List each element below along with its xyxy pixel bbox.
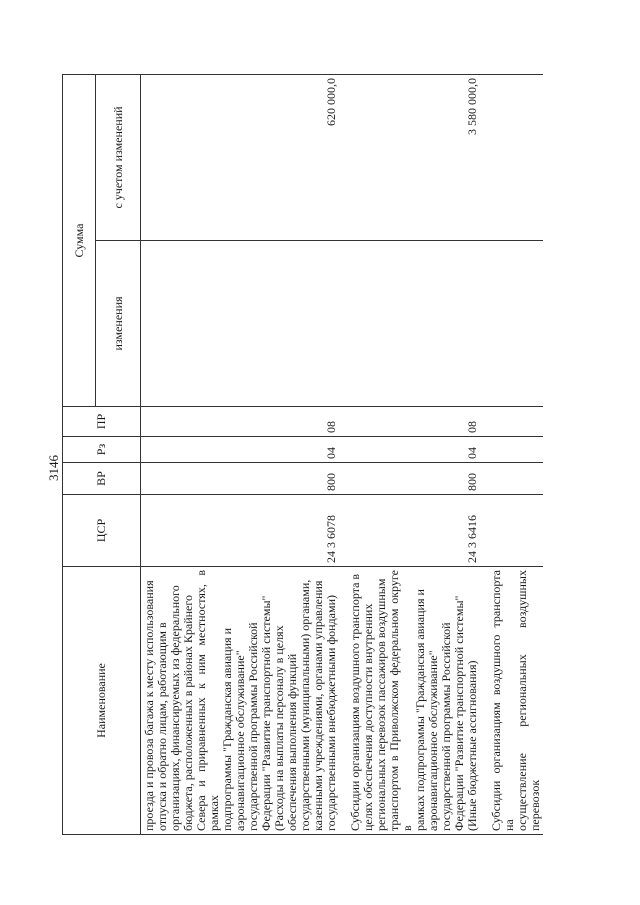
row-pr: 08 — [339, 407, 480, 437]
row-with-changes — [480, 74, 543, 240]
row-pr — [480, 407, 543, 437]
row-changes — [339, 241, 480, 407]
table-row — [339, 74, 480, 834]
row-changes — [480, 241, 543, 407]
header-rz: Рз — [63, 437, 141, 463]
row-vr: 800 — [141, 463, 340, 495]
header-pr: ПР — [63, 407, 141, 437]
row-rz: 04 — [339, 437, 480, 463]
table-row — [480, 74, 543, 834]
row-pr: 08 — [141, 407, 340, 437]
row-changes — [141, 241, 340, 407]
header-vr: ВР — [63, 463, 141, 495]
row-csr: 24 3 6416 — [339, 495, 480, 567]
row-csr: 24 3 6078 — [141, 495, 340, 567]
row-rz — [480, 437, 543, 463]
row-with-changes: 3 580 000,0 — [339, 74, 480, 240]
header-name: Наименование — [63, 567, 141, 835]
header-sum: Сумма — [63, 74, 96, 406]
table-row — [141, 74, 340, 834]
row-name: проезда и провоза багажа к месту использования отпуска и обратно лицам, работающим в организациях, финансируемых из федерального бюджета, расположенных в районах Крайнего Севера и приравненных к ним местностях, в рамках подпрограммы "Гражданская авиация и аэронавигационное обслуживание" государственной программы Российской Федерации "Развитие транспортной системы" (Расходы на выплаты персоналу в целях обеспечения выполнения функций государственными (муниципальными) органами, казенными учреждениями, органами управления государственными внебюджетными фондами) — [141, 567, 340, 835]
header-csr: ЦСР — [63, 495, 141, 567]
budget-table — [62, 74, 543, 835]
row-with-changes: 620 000,0 — [141, 74, 340, 240]
header-with-changes: с учетом изменений — [96, 74, 141, 240]
row-vr — [480, 463, 543, 495]
row-vr: 800 — [339, 463, 480, 495]
row-rz: 04 — [141, 437, 340, 463]
row-name: Субсидии организациям воздушного транспорта на осуществление региональных воздушных перевозок — [480, 567, 543, 835]
header-changes: изменения — [96, 241, 141, 407]
row-name: Субсидии организациям воздушного транспорта в целях обеспечения доступности внутренних региональных перевозок пассажиров воздушным транспортом в Приволжском федеральном округе в рамках подпрограммы "Гражданская авиация и аэронавигационное обслуживание" государственной программы Российской Федерации "Развитие транспортной системы" (Иные бюджетные ассигнования) — [339, 567, 480, 835]
row-csr — [480, 495, 543, 567]
page-number: 3146 — [46, 455, 61, 481]
